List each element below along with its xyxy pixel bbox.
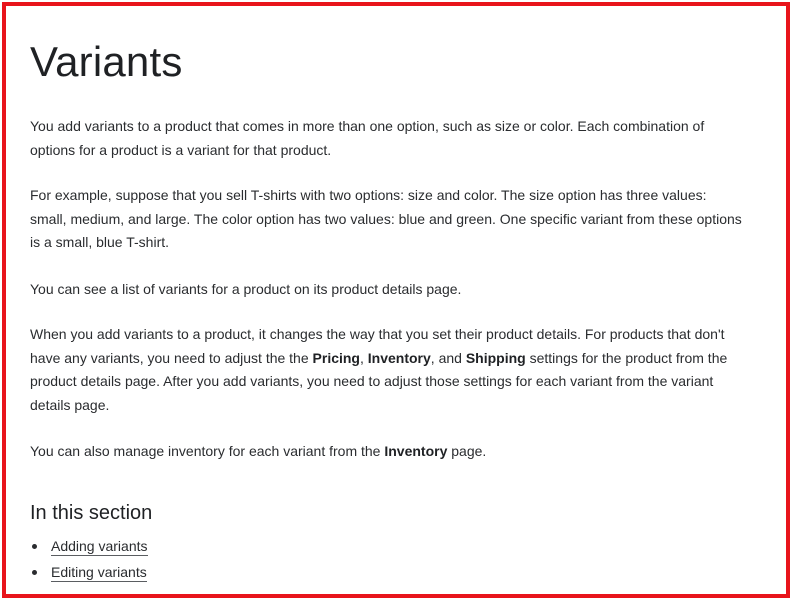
- editing-variants-link[interactable]: Editing variants: [51, 564, 147, 580]
- bullet-icon: [32, 570, 37, 575]
- paragraph-variant-list: You can see a list of variants for a product on its product details page.: [30, 281, 462, 297]
- paragraph-product-details: [30, 323, 742, 417]
- paragraph-example: For example, suppose that you sell T-shirts with two options: size and color. The size option has three values: small, medium, and large. The color option has two values: blue and green. One specific variant from these options is a small, blue T-shirt.: [30, 187, 742, 250]
- section-links-list: [30, 533, 148, 585]
- bullet-icon: [32, 544, 37, 549]
- list-item: [30, 559, 148, 585]
- paragraph-inventory: [30, 440, 742, 464]
- list-item: [30, 533, 148, 559]
- paragraph-text: page.: [447, 443, 487, 459]
- shipping-term: Shipping: [465, 349, 526, 366]
- highlight-frame: [2, 2, 790, 598]
- adding-variants-link[interactable]: Adding variants: [51, 538, 148, 554]
- paragraph-text: ,: [360, 349, 368, 366]
- paragraph-text: settings for the product from the product details page. After you add variants, you need to adjust those settings for each variant from the variant details page.: [30, 349, 728, 413]
- section-heading: In this section: [30, 502, 153, 524]
- inventory-page-term: Inventory: [384, 443, 448, 459]
- inventory-term: Inventory: [367, 349, 431, 366]
- paragraph-text: When you add variants to a product, it changes the way that you set their product details. For products that don't have any variants, you need to adjust the the: [30, 326, 725, 366]
- paragraph-text: , and: [430, 349, 466, 366]
- page-title: Variants: [30, 38, 183, 85]
- paragraph-text: You can also manage inventory for each variant from the: [30, 443, 385, 459]
- pricing-term: Pricing: [312, 349, 360, 366]
- paragraph-intro: You add variants to a product that comes in more than one option, such as size or color. Each combination of options for a product is a variant for that product.: [30, 118, 705, 158]
